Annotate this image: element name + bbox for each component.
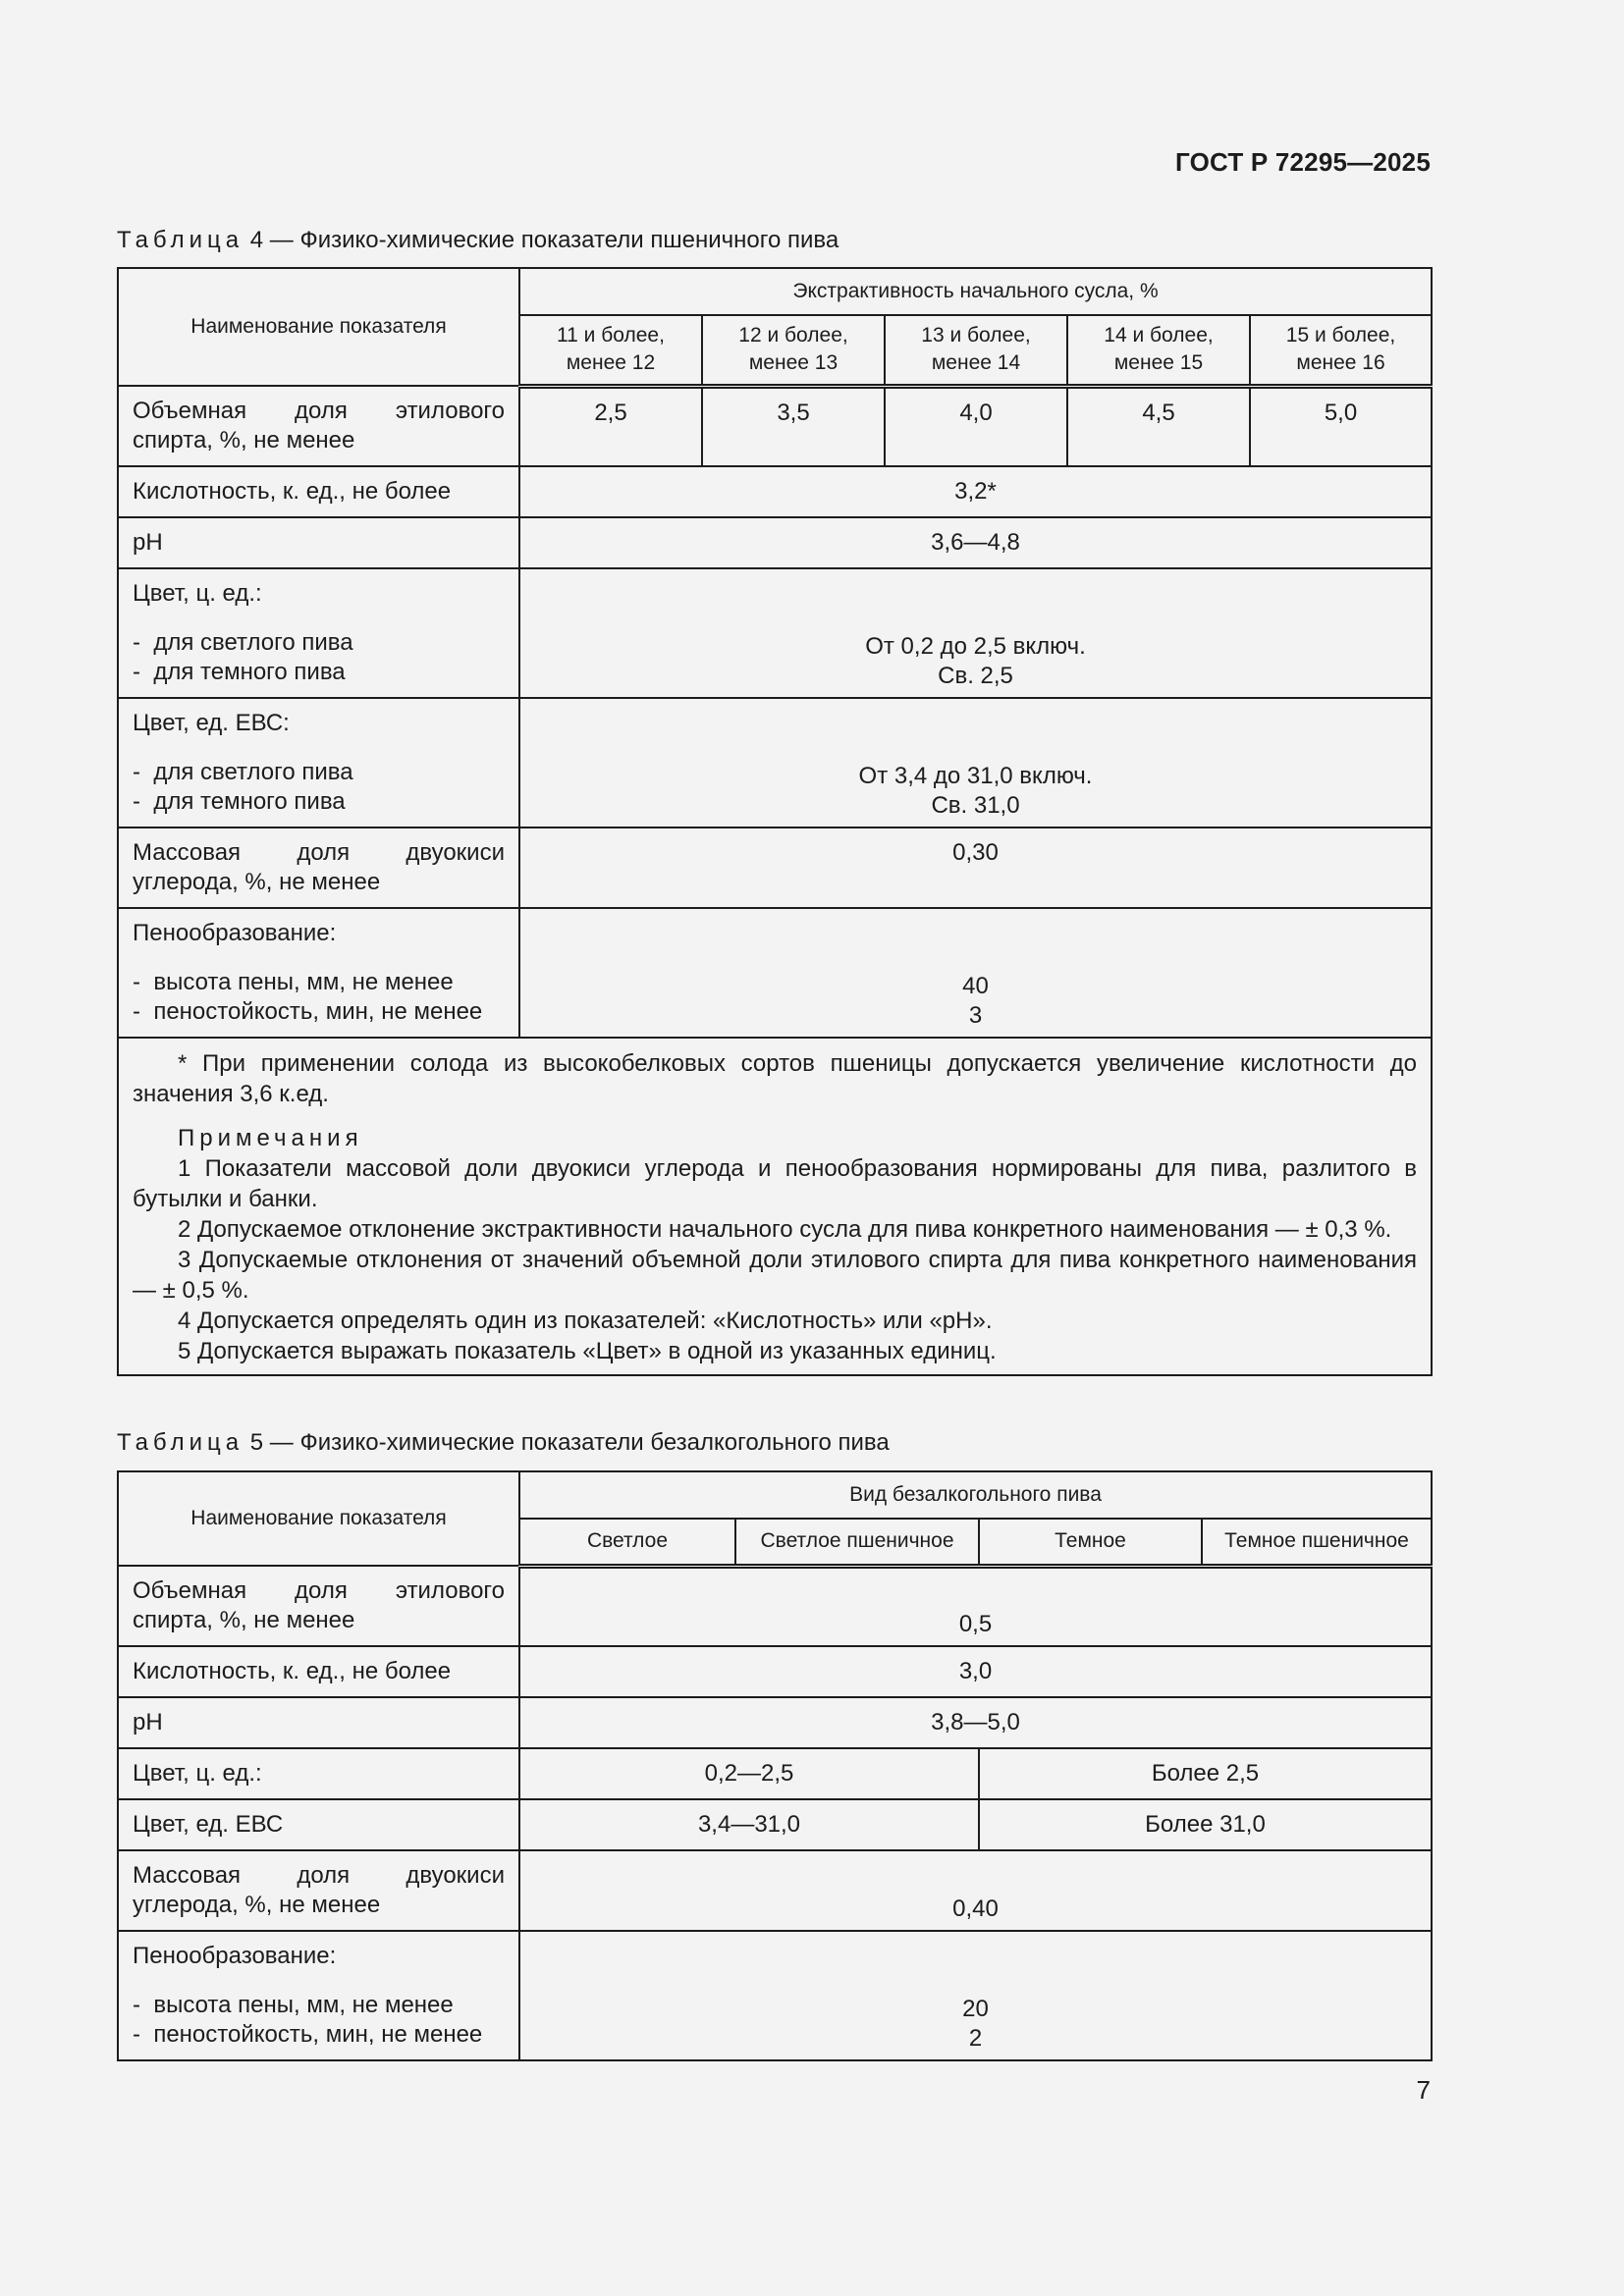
table4-header-group: Экстрактивность начального сусла, % xyxy=(519,268,1432,315)
row-name: Цвет, ц. ед.: xyxy=(118,1748,519,1799)
cell-value: 3,0 xyxy=(519,1646,1432,1697)
note-item: 2 Допускаемое отклонение экстрактивности начального сусла для пива конкретного наименования — ± 0,3 %. xyxy=(178,1216,1392,1243)
table4-subcol: 15 и более, менее 16 xyxy=(1250,315,1432,386)
cell-value: Более 2,5 xyxy=(979,1748,1432,1799)
table4-notes xyxy=(118,1038,1432,1375)
table5-caption xyxy=(117,1429,890,1457)
cell-value: 3,6—4,8 xyxy=(519,517,1432,568)
row-name: Массовая доля двуокиси углерода, %, не менее xyxy=(118,1850,519,1931)
table-row xyxy=(118,1748,1432,1799)
table4-caption xyxy=(117,227,839,254)
cell-value: 3,8—5,0 xyxy=(519,1697,1432,1748)
table-row xyxy=(118,908,1432,1038)
row-name: Кислотность, к. ед., не более xyxy=(118,466,519,517)
note-item: 4 Допускается определять один из показателей: «Кислотность» или «pH». xyxy=(178,1308,993,1334)
table-row xyxy=(118,568,1432,698)
table-row xyxy=(118,1697,1432,1748)
row-name: Массовая доля двуокиси углерода, %, не менее xyxy=(118,828,519,908)
table5-subcol: Светлое пшеничное xyxy=(735,1519,979,1566)
cell-value: 3,4—31,0 xyxy=(519,1799,979,1850)
row-name: Цвет, ц. ед.: - для светлого пива - для темного пива xyxy=(118,568,519,698)
row-name: Цвет, ед. ЕВС: - для светлого пива - для темного пива xyxy=(118,698,519,828)
table5-subcol: Светлое xyxy=(519,1519,735,1566)
table4 xyxy=(117,267,1433,1376)
cell-value: 0,40 xyxy=(519,1850,1432,1931)
table-row xyxy=(118,828,1432,908)
cell-value: 0,2—2,5 xyxy=(519,1748,979,1799)
note-item: 5 Допускается выражать показатель «Цвет» в одной из указанных единиц. xyxy=(178,1338,997,1364)
cell-value: 40 3 xyxy=(519,908,1432,1038)
standard-code: ГОСТ Р 72295—2025 xyxy=(1175,147,1431,177)
cell-value: 4,0 xyxy=(885,386,1067,466)
footnote: * При применении солода из высокобелковых сортов пшеницы допускается увеличение кислотности до значения 3,6 к.ед. xyxy=(133,1050,1418,1107)
table-row xyxy=(118,1931,1432,2060)
table4-subcol: 13 и более, менее 14 xyxy=(885,315,1067,386)
row-name: Цвет, ед. ЕВС xyxy=(118,1799,519,1850)
table-row xyxy=(118,698,1432,828)
table4-caption-label: Таблица xyxy=(117,227,244,253)
note-item: 1 Показатели массовой доли двуокиси углерода и пенообразования нормированы для пива, разлитого в бутылки и банки. xyxy=(133,1155,1418,1212)
cell-value: 3,5 xyxy=(702,386,885,466)
cell-value: 0,30 xyxy=(519,828,1432,908)
note-item: 3 Допускаемые отклонения от значений объемной доли этилового спирта для пива конкретного наименования — ± 0,5 %. xyxy=(133,1247,1418,1304)
table5-subcol: Темное xyxy=(979,1519,1202,1566)
cell-value: 4,5 xyxy=(1067,386,1250,466)
row-name: Пенообразование: - высота пены, мм, не менее - пеностойкость, мин, не менее xyxy=(118,908,519,1038)
table5-header-group: Вид безалкогольного пива xyxy=(519,1471,1432,1519)
table5-header-name: Наименование показателя xyxy=(118,1471,519,1566)
table5-caption-text: 5 — Физико-химические показатели безалкогольного пива xyxy=(249,1429,890,1456)
cell-value: От 3,4 до 31,0 включ. Св. 31,0 xyxy=(519,698,1432,828)
row-name: Пенообразование: - высота пены, мм, не менее - пеностойкость, мин, не менее xyxy=(118,1931,519,2060)
cell-value: 3,2* xyxy=(519,466,1432,517)
table-row xyxy=(118,517,1432,568)
table-row xyxy=(118,466,1432,517)
table4-caption-text: 4 — Физико-химические показатели пшеничного пива xyxy=(249,227,839,253)
notes-title: Примечания xyxy=(178,1125,363,1151)
row-name: Объемная доля этилового спирта, %, не менее xyxy=(118,1566,519,1646)
table5 xyxy=(117,1470,1433,2061)
row-name: pH xyxy=(118,517,519,568)
cell-value: 20 2 xyxy=(519,1931,1432,2060)
row-name: Объемная доля этилового спирта, %, не менее xyxy=(118,386,519,466)
table-row xyxy=(118,1799,1432,1850)
table-row xyxy=(118,1646,1432,1697)
table5-subcol: Темное пшеничное xyxy=(1202,1519,1432,1566)
row-name: Кислотность, к. ед., не более xyxy=(118,1646,519,1697)
cell-value: 2,5 xyxy=(519,386,702,466)
table4-subcol: 14 и более, менее 15 xyxy=(1067,315,1250,386)
page-number: 7 xyxy=(1416,2075,1431,2105)
table4-header-name: Наименование показателя xyxy=(118,268,519,386)
table5-caption-label: Таблица xyxy=(117,1429,244,1456)
table4-subcol: 11 и более, менее 12 xyxy=(519,315,702,386)
cell-value: 5,0 xyxy=(1250,386,1432,466)
cell-value: Более 31,0 xyxy=(979,1799,1432,1850)
row-name: pH xyxy=(118,1697,519,1748)
table-notes-row xyxy=(118,1038,1432,1375)
cell-value: От 0,2 до 2,5 включ. Св. 2,5 xyxy=(519,568,1432,698)
table4-subcol: 12 и более, менее 13 xyxy=(702,315,885,386)
table-row xyxy=(118,1850,1432,1931)
table-row xyxy=(118,1566,1432,1646)
table-row xyxy=(118,386,1432,466)
cell-value: 0,5 xyxy=(519,1566,1432,1646)
